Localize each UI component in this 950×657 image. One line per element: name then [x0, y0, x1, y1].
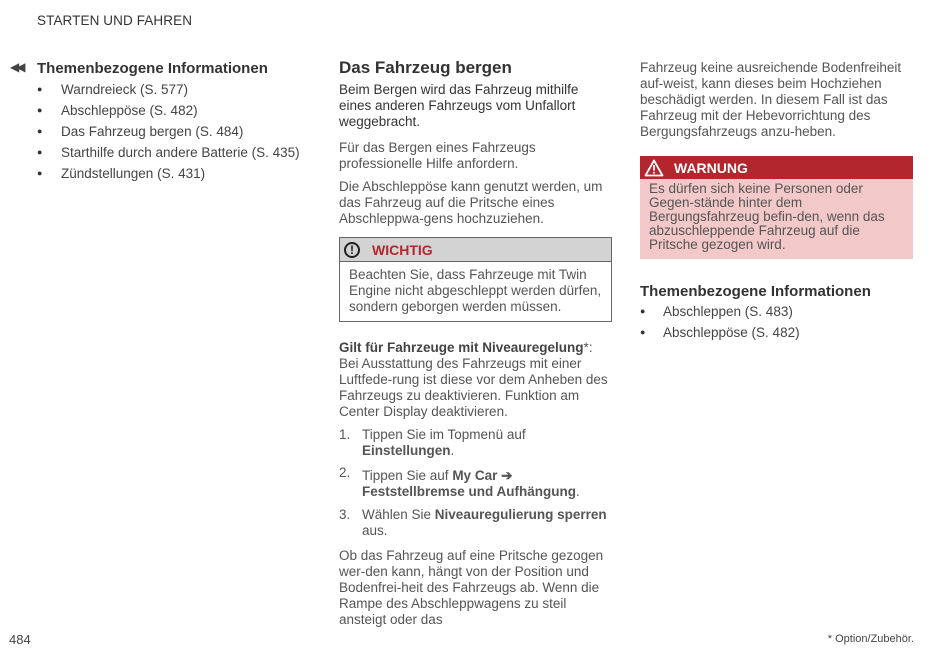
- article-lead: Beim Bergen wird das Fahrzeug mithilfe eines anderen Fahrzeugs vom Unfallort weggebracht.: [339, 82, 579, 129]
- related-link-abschleppoese[interactable]: ● Abschleppöse (S. 482): [37, 100, 307, 121]
- notice-header: [340, 238, 611, 262]
- step-text: Wählen Sie Niveauregulierung sperren aus.: [362, 507, 607, 538]
- step-text: Tippen Sie im Topmenü auf Einstellungen.: [362, 427, 526, 458]
- step-item: [339, 507, 612, 539]
- warning-box: [640, 156, 913, 259]
- warning-text: Es dürfen sich keine Personen oder Gegen-stände hinter dem Bergungsfahrzeug befin-den, wenn das abzuschleppende Fahrzeug auf die Pritsche gezogen wird.: [649, 181, 885, 252]
- related-link-abschleppoese[interactable]: ● Abschleppöse (S. 482): [640, 322, 913, 343]
- notice-title: WICHTIG: [372, 241, 433, 258]
- related-info-list: [37, 79, 307, 184]
- related-info-heading: Themenbezogene Informationen: [37, 60, 268, 77]
- page-section-header: STARTEN UND FAHREN: [37, 13, 193, 28]
- warning-header: [640, 156, 913, 179]
- step-number: 3.: [339, 507, 351, 522]
- step-number: 2.: [339, 465, 351, 480]
- ui-label-niveauregulierung: Niveauregulierung sperren: [434, 507, 607, 522]
- article-paragraph: Die Abschleppöse kann genutzt werden, um das Fahrzeug auf die Pritsche eines Abschleppwa-gens hochzuziehen.: [339, 179, 603, 226]
- related-link-warndreieck[interactable]: ● Warndreieck (S. 577): [37, 79, 307, 100]
- ui-label-feststellbremse: Feststellbremse und Aufhängung: [362, 484, 577, 499]
- article-title: Das Fahrzeug bergen: [339, 58, 512, 77]
- notice-text: Beachten Sie, dass Fahrzeuge mit Twin Engine nicht abgeschleppt werden dürfen, sondern geborgen werden müssen.: [349, 267, 602, 314]
- article-continuation-column: [640, 58, 913, 343]
- related-link-abschleppen[interactable]: ● Abschleppen (S. 483): [640, 301, 913, 322]
- right-arrow-icon: ➔: [501, 468, 513, 483]
- main-article-column: [339, 58, 612, 635]
- related-link-zuendstellungen[interactable]: ● Zündstellungen (S. 431): [37, 163, 307, 184]
- double-left-triangle-icon[interactable]: ◀◀: [10, 60, 23, 74]
- steps-list: [339, 427, 612, 539]
- step-item: [339, 465, 612, 500]
- ui-label-einstellungen: Einstellungen: [362, 443, 451, 458]
- article-paragraph: Ob das Fahrzeug auf eine Pritsche gezogen wer-den kann, hängt von der Position und Bodenfrei-heit des Fahrzeugs ab. Wenn die Rampe des Abschleppwagens zu steil ansteigt oder das: [339, 548, 604, 627]
- warning-title: WARNUNG: [674, 159, 748, 176]
- important-notice-box: [339, 237, 612, 322]
- level-regulation-text: : Bei Ausstattung des Fahrzeugs mit einer Luftfede-rung ist diese vor dem Anheben des Fahrzeugs zu deaktivieren. Funktion am Center Display deaktivieren.: [339, 340, 608, 419]
- option-asterisk: *: [583, 340, 589, 355]
- step-item: [339, 427, 612, 459]
- article-paragraph: Fahrzeug keine ausreichende Bodenfreiheit auf-weist, kann dieses beim Hochziehen beschädigt werden. In diesem Fall ist das Fahrzeug mit der Hebevorrichtung des Bergungsfahrzeugs anzu-heben.: [640, 60, 902, 139]
- article-paragraph: Für das Bergen eines Fahrzeugs professionelle Hilfe anfordern.: [339, 140, 536, 171]
- ui-label-my-car: My Car: [452, 468, 498, 483]
- footnote: * Option/Zubehör.: [827, 633, 914, 645]
- warning-triangle-icon: [644, 159, 664, 177]
- level-regulation-paragraph: [339, 340, 612, 420]
- exclamation-circle-icon: !: [344, 242, 360, 258]
- related-info-heading: Themenbezogene Informationen: [640, 283, 871, 300]
- step-number: 1.: [339, 427, 351, 442]
- level-regulation-heading: Gilt für Fahrzeuge mit Niveauregelung: [339, 340, 584, 355]
- step-text: Tippen Sie auf My Car ➔ Feststellbremse und Aufhängung.: [362, 468, 580, 499]
- related-link-starthilfe[interactable]: ● Starthilfe durch andere Batterie (S. 435): [37, 142, 307, 163]
- page-number: 484: [9, 632, 31, 647]
- related-info-left: [37, 60, 307, 184]
- related-link-fahrzeug-bergen[interactable]: ● Das Fahrzeug bergen (S. 484): [37, 121, 307, 142]
- related-info-list: [640, 301, 913, 343]
